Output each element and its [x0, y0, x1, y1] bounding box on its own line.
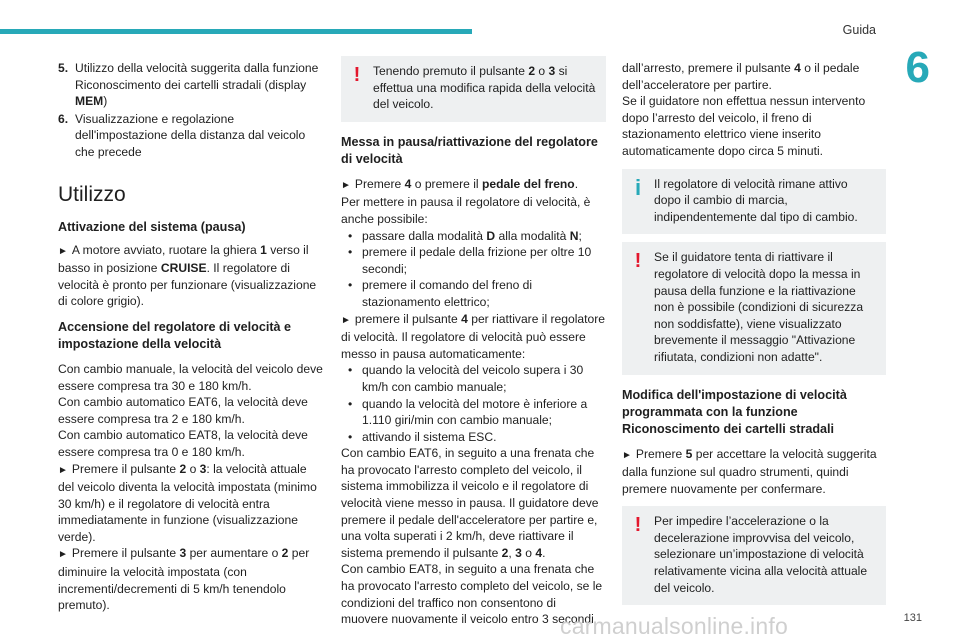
column-1: [58, 60, 324, 614]
info-icon: i: [634, 174, 642, 200]
paragraph: ► Premere 4 o premere il pedale del freno.: [341, 176, 579, 191]
bullet-icon: •: [348, 396, 353, 411]
info-note: i Il regolatore di velocità rimane attivo dopo il cambio di marcia, indipendentemente dal tipo di cambio.: [622, 169, 886, 235]
paragraph: dall’arresto, premere il pulsante 4 o il pedale dell’acceleratore per partire.: [622, 61, 860, 92]
bullet-icon: •: [348, 363, 353, 378]
list-text: ): [103, 94, 108, 109]
arrow-icon: ►: [341, 314, 351, 326]
paragraph: ► Premere il pulsante 2 o 3: la velocità attuale del veicolo diventa la velocità impostata (minimo 30 km/h) e il regolatore di velocità entra immediatamente in funzione (visualizzazione verde).: [58, 461, 317, 544]
paragraph: ► Premere il pulsante 3 per aumentare o 2 per diminuire la velocità impostata (con incrementi/decrementi di 5 km/h tenendolo premuto).: [58, 546, 310, 613]
bullet-icon: •: [348, 245, 353, 260]
list-item: • attivando il sistema ESC.: [348, 429, 497, 444]
column-2: [341, 56, 606, 628]
list-item: • quando la velocità del veicolo supera i 30 km/h con cambio manuale;: [348, 363, 584, 394]
heading-utilizzo: Utilizzo: [58, 182, 126, 206]
paragraph: ► Premere 5 per accettare la velocità suggerita dalla funzione sul quadro strumenti, quindi premere nuovamente per confermare.: [622, 446, 877, 496]
paragraph: Se il guidatore non effettua nessun intervento dopo l’arresto del veicolo, il freno di stazionamento elettrico viene inserito automaticamente dopo circa 5 minuti.: [622, 94, 866, 158]
header-accent-bar: [0, 29, 472, 34]
arrow-icon: ►: [622, 449, 632, 461]
warning-note: ! Tenendo premuto il pulsante 2 o 3 si effettua una modifica rapida della velocità del veicolo.: [341, 56, 606, 122]
arrow-icon: ►: [58, 245, 68, 257]
bullet-icon: •: [348, 228, 353, 243]
warning-icon: !: [634, 514, 642, 537]
column-3: [622, 60, 886, 613]
list-number: 6.: [58, 111, 69, 126]
list-item: [58, 60, 324, 110]
list-item: • premere il pedale della frizione per oltre 10 secondi;: [348, 245, 592, 276]
heading-activation: Attivazione del sistema (pausa): [58, 219, 246, 234]
paragraph: ► premere il pulsante 4 per riattivare il regolatore di velocità. Il regolatore di velocità può essere messo in pausa automaticamente:: [341, 311, 605, 361]
paragraph: Con cambio EAT6, in seguito a una frenata che ha provocato l'arresto completo del veicolo, il sistema immobilizza il veicolo e il regolatore di velocità viene messo in pausa. Il guidatore deve premere il pedale dell'acceleratore per partire e, una volta superati i 2 km/h, deve riattivare il sistema premendo il pulsante 2, 3 o 4.: [341, 446, 599, 560]
bullet-icon: •: [348, 429, 353, 444]
list-number: 5.: [58, 61, 69, 75]
section-label: Guida: [842, 23, 876, 37]
paragraph: ► A motore avviato, ruotare la ghiera 1 verso il basso in posizione CRUISE. Il regolatore di velocità è pronto per funzionare (visualizzazione di colore grigio).: [58, 242, 317, 309]
list-text: Utilizzo della velocità suggerita dalla funzione Riconoscimento dei cartelli stradali (display: [75, 61, 319, 92]
bullet-icon: •: [348, 278, 353, 293]
list-item: • quando la velocità del motore è inferiore a 1.110 giri/min con cambio manuale;: [348, 396, 588, 428]
list-bold: MEM: [75, 94, 104, 109]
list-item: • premere il comando del freno di stazionamento elettrico;: [348, 278, 533, 309]
warning-icon: !: [634, 250, 642, 273]
warning-note: ! Se il guidatore tenta di riattivare il regolatore di velocità dopo la messa in pausa della funzione e la riattivazione non è possibile (condizioni di sicurezza non soddisfatte), viene visualizzato brevemente il messaggio "Attivazione rifiutata, condizioni non adatte".: [622, 242, 886, 374]
watermark: carmanualsonline.info: [560, 613, 788, 639]
arrow-icon: ►: [58, 549, 68, 561]
paragraph: Con cambio automatico EAT8, la velocità deve essere compresa tra 0 e 180 km/h.: [58, 428, 308, 459]
arrow-icon: ►: [341, 179, 351, 191]
list-item: • passare dalla modalità D alla modalità N;: [348, 228, 582, 243]
list-text: Visualizzazione e regolazione dell'impostazione della distanza dal veicolo che precede: [75, 111, 306, 159]
chapter-number: 6: [905, 43, 930, 92]
arrow-icon: ►: [58, 464, 68, 476]
warning-note: ! Per impedire l’accelerazione o la decelerazione improvvisa del veicolo, selezionare un’impostazione di velocità relativamente vicina alla velocità attuale del veicolo.: [622, 506, 886, 605]
heading-pause: Messa in pausa/riattivazione del regolatore di velocità: [341, 134, 598, 166]
warning-icon: !: [353, 64, 361, 86]
paragraph: Con cambio automatico EAT6, la velocità deve essere compresa tra 2 e 180 km/h.: [58, 395, 308, 426]
list-item: [58, 111, 324, 161]
paragraph: Con cambio EAT8, in seguito a una frenata che ha provocato l'arresto completo del veicolo, se le condizioni del traffico non consentono di muovere nuovamente il veicolo entro 3 secondi: [341, 562, 603, 627]
paragraph: Per mettere in pausa il regolatore di velocità, è anche possibile:: [341, 195, 591, 226]
heading-modifica: Modifica dell'impostazione di velocità programmata con la funzione Riconoscimento dei cartelli stradali: [622, 387, 847, 436]
paragraph: Con cambio manuale, la velocità del veicolo deve essere compresa tra 30 e 180 km/h.: [58, 361, 323, 393]
heading-accension: Accensione del regolatore di velocità e impostazione della velocità: [58, 319, 292, 351]
page-number: 131: [903, 612, 922, 624]
